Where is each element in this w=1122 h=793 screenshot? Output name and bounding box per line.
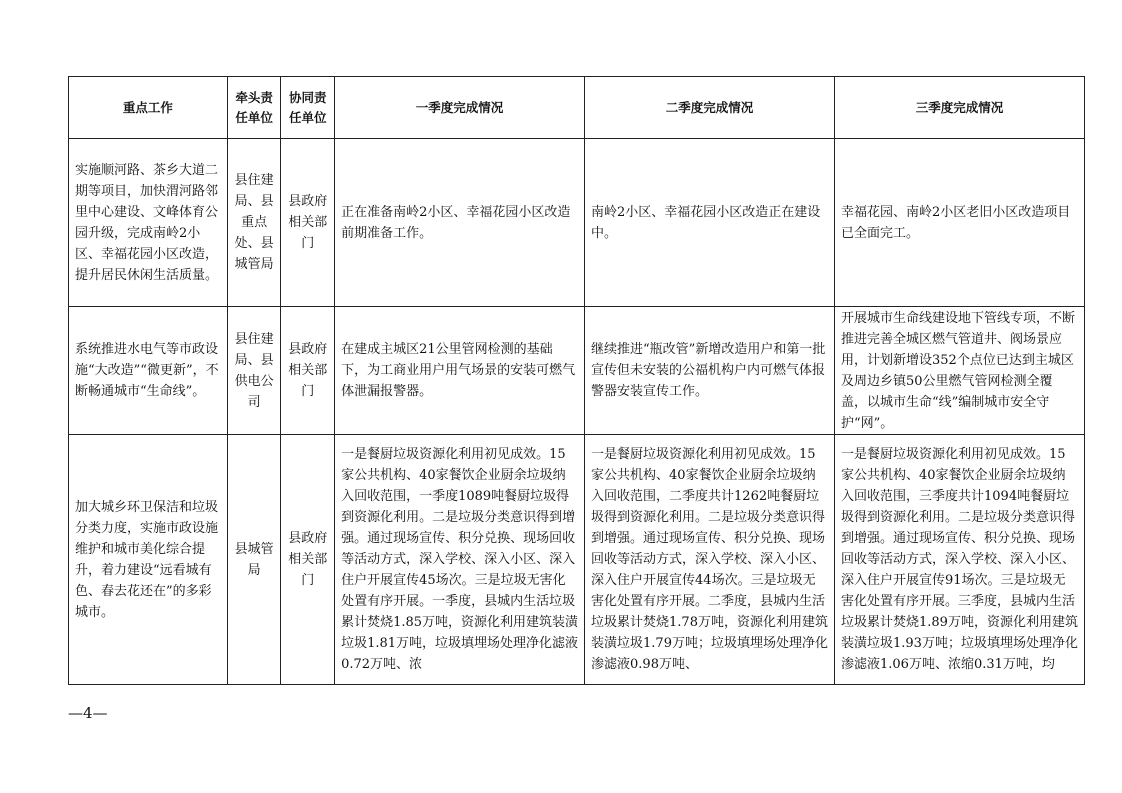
- cell-coop-unit: 县政府相关部门: [281, 307, 335, 435]
- cell-q2: 南岭2小区、幸福花园小区改造正在建设中。: [585, 139, 835, 307]
- table-header-row: [69, 77, 1085, 139]
- table-row: [69, 139, 1085, 307]
- cell-q1: 正在准备南岭2小区、幸福花园小区改造前期准备工作。: [335, 139, 585, 307]
- header-q3: 三季度完成情况: [835, 77, 1085, 139]
- cell-key-work: 实施顺河路、茶乡大道二期等项目，加快渭河路邻里中心建设、文峰体育公园升级，完成南岭2小区、幸福花园小区改造，提升居民休闲生活质量。: [69, 139, 228, 307]
- cell-q1: 一是餐厨垃圾资源化利用初见成效。15家公共机构、40家餐饮企业厨余垃圾纳入回收范围，一季度1089吨餐厨垃圾得到资源化利用。二是垃圾分类意识得到增强。通过现场宣传、积分兑换、现场回收等活动方式，深入学校、深入小区、深入住户开展宣传45场次。三是垃圾无害化处置有序开展。一季度，县城内生活垃圾累计焚烧1.85万吨，资源化利用建筑装潢垃圾1.81万吨，垃圾填埋场处理净化滤液0.72万吨、浓: [335, 435, 585, 685]
- cell-key-work: 系统推进水电气等市政设施“大改造”“微更新”，不断畅通城市“生命线”。: [69, 307, 228, 435]
- cell-q2: 一是餐厨垃圾资源化利用初见成效。15家公共机构、40家餐饮企业厨余垃圾纳入回收范围，二季度共计1262吨餐厨垃圾得到资源化利用。二是垃圾分类意识得到增强。通过现场宣传、积分兑换、现场回收等活动方式，深入学校、深入小区、深入住户开展宣传44场次。三是垃圾无害化处置有序开展。二季度，县城内生活垃圾累计焚烧1.78万吨，资源化利用建筑装潢垃圾1.79万吨；垃圾填埋场处理净化渗滤液0.98万吨、: [585, 435, 835, 685]
- table-row: [69, 435, 1085, 685]
- cell-q2: 继续推进“瓶改管”新增改造用户和第一批宣传但未安装的公福机构户内可燃气体报警器安装宣传工作。: [585, 307, 835, 435]
- cell-q3: 开展城市生命线建设地下管线专项，不断推进完善全城区燃气管道井、阀场景应用，计划新增设352个点位已达到主城区及周边乡镇50公里燃气管网检测全覆盖，以城市生命“线”编制城市安全守护“网”。: [835, 307, 1085, 435]
- cell-q3: 一是餐厨垃圾资源化利用初见成效。15家公共机构、40家餐饮企业厨余垃圾纳入回收范围，三季度共计1094吨餐厨垃圾得到资源化利用。二是垃圾分类意识得到增强。通过现场宣传、积分兑换、现场回收等活动方式，深入学校、深入小区、深入住户开展宣传91场次。三是垃圾无害化处置有序开展。三季度，县城内生活垃圾累计焚烧1.89万吨，资源化利用建筑装潢垃圾1.93万吨；垃圾填埋场处理净化渗滤液1.06万吨、浓缩0.31万吨，均: [835, 435, 1085, 685]
- header-lead-unit: 牵头责任单位: [227, 77, 281, 139]
- cell-coop-unit: 县政府相关部门: [281, 435, 335, 685]
- header-key-work: 重点工作: [69, 77, 228, 139]
- header-q1: 一季度完成情况: [335, 77, 585, 139]
- page-number: —4—: [68, 704, 108, 722]
- header-q2: 二季度完成情况: [585, 77, 835, 139]
- cell-q3: 幸福花园、南岭2小区老旧小区改造项目已全面完工。: [835, 139, 1085, 307]
- cell-lead-unit: 县住建局、县重点处、县城管局: [227, 139, 281, 307]
- work-progress-table: [68, 76, 1085, 685]
- cell-key-work: 加大城乡环卫保洁和垃圾分类力度，实施市政设施维护和城市美化综合提升，着力建设“远看城有色、春去花还在”的多彩城市。: [69, 435, 228, 685]
- cell-lead-unit: 县住建局、县供电公司: [227, 307, 281, 435]
- cell-q1: 在建成主城区21公里管网检测的基础下，为工商业用户用气场景的安装可燃气体泄漏报警器。: [335, 307, 585, 435]
- header-coop-unit: 协同责任单位: [281, 77, 335, 139]
- cell-lead-unit: 县城管局: [227, 435, 281, 685]
- cell-coop-unit: 县政府相关部门: [281, 139, 335, 307]
- table-row: [69, 307, 1085, 435]
